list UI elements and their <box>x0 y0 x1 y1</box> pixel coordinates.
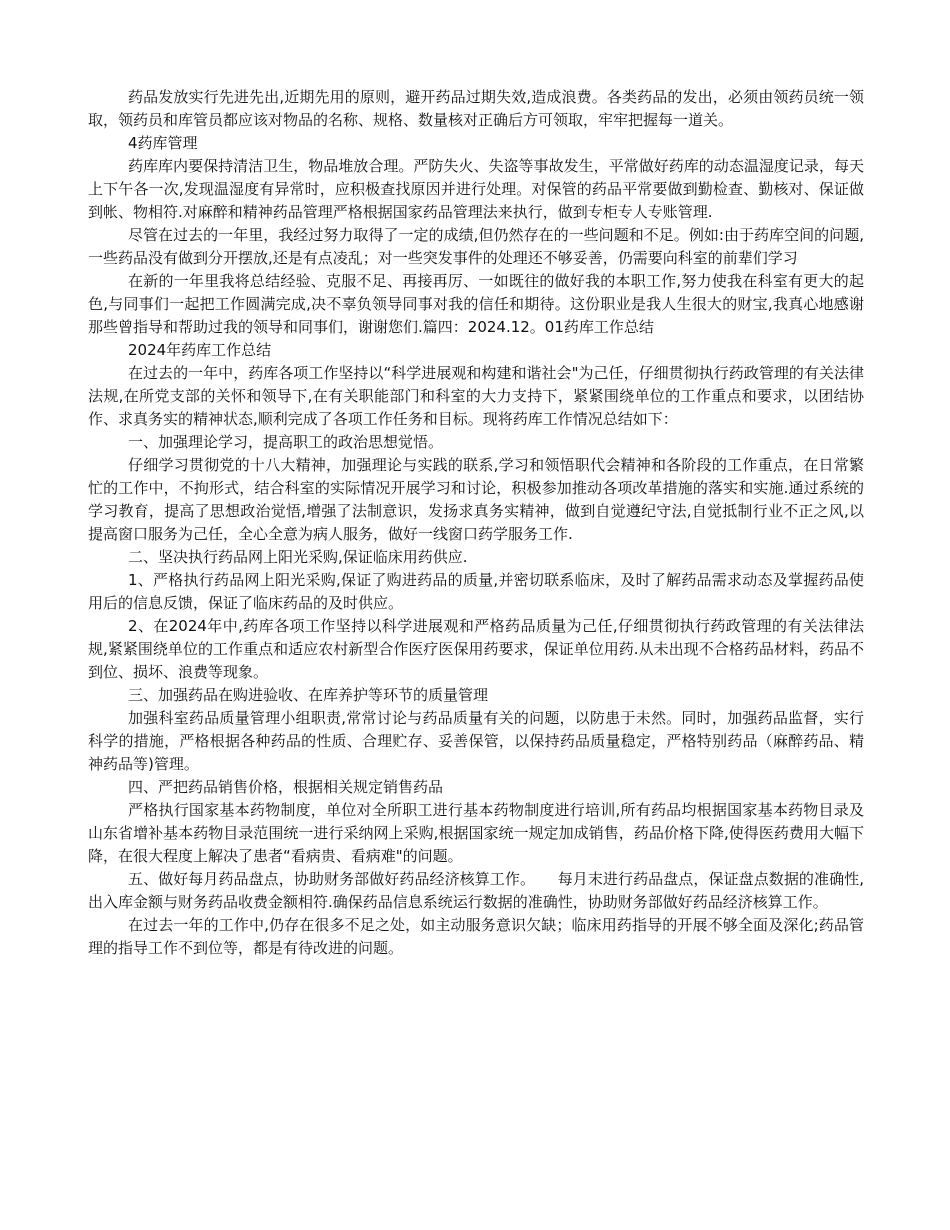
paragraph-dispensing: 药品发放实行先进先出,近期先用的原则，避开药品过期失效,造成浪费。各类药品的发出，必须由领药员统一领取，领药员和库管员都应该对物品的名称、规格、数量核对正确后方可领取，牢牢把握每一道关。 <box>88 88 864 129</box>
paragraph-procurement-1: 1、严格执行药品网上阳光采购,保证了购进药品的质量,并密切联系临床，及时了解药品需求动态及掌握药品使用后的信息反馈，保证了临床药品的及时供应。 <box>88 571 864 612</box>
section-heading-2: 二、坚决执行药品网上阳光采购,保证临床用药供应. <box>128 548 468 566</box>
paragraph-conclusion: 在过去一年的工作中,仍存在很多不足之处，如主动服务意识欠缺；临床用药指导的开展不够全面及深化;药品管理的指导工作不到位等，都是有待改进的问题。 <box>88 916 864 957</box>
paragraph-shortcomings: 尽管在过去的一年里，我经过努力取得了一定的成绩,但仍然存在的一些问题和不足。例如:由于药库空间的问题,一些药品没有做到分开摆放,还是有点凌乱；对一些突发事件的处理还不够妥善，仍需要向科室的前辈们学习 <box>88 226 864 267</box>
paragraph-theory-study: 仔细学习贯彻党的十八大精神，加强理论与实践的联系,学习和领悟职代会精神和各阶段的工作重点，在日常繁忙的工作中，不拘形式，结合科室的实际情况开展学习和讨论，积极参加推动各项改革措施的落实和实施.通过系统的学习教育，提高了思想政治觉悟,增强了法制意识，发扬求真务实精神，做到自觉遵纪守法,自觉抵制行业不正之风,以提高窗口服务为己任，全心全意为病人服务，做好一线窗口药学服务工作. <box>88 456 864 543</box>
document-body <box>88 86 864 960</box>
section-heading-3: 三、加强药品在购进验收、在库养护等环节的质量管理 <box>128 686 489 704</box>
paragraph-procurement-2: 2、在2024年中,药库各项工作坚持以科学进展观和严格药品质量为己任,仔细贯彻执行药政管理的有关法律法规,紧紧围绕单位的工作重点和适应农村新型合作医疗医保用药要求，保证单位用药.从未出现不合格药品材料，药品不到位、损坏、浪费等现象。 <box>88 617 864 681</box>
paragraph-new-year: 在新的一年里我将总结经验、克服不足、再接再厉、一如既往的做好我的本职工作,努力使我在科室有更大的起色,与同事们一起把工作圆满完成,决不辜负领导同事对我的信任和期待。这份职业是我人生很大的财宝,我真心地感谢那些曾指导和帮助过我的领导和同事们，谢谢您们.篇四：2024.12。01药库工作总结 <box>88 272 864 336</box>
paragraph-intro: 在过去的一年中，药库各项工作坚持以“科学进展观和构建和谐社会"为己任，仔细贯彻执行药政管理的有关法律法规,在所党支部的关怀和领导下,在有关职能部门和科室的大力支持下，紧紧围绕单位的工作重点和要求，以团结协作、求真务实的精神状态,顺利完成了各项工作任务和目标。现将药库工作情况总结如下： <box>88 364 864 428</box>
section-heading-4: 四、严把药品销售价格，根据相关规定销售药品 <box>128 778 444 796</box>
section-heading-1: 一、加强理论学习，提高职工的政治思想觉悟。 <box>128 433 444 451</box>
paragraph-storage: 药库库内要保持清洁卫生，物品堆放合理。严防失火、失盗等事故发生，平常做好药库的动态温湿度记录，每天上下午各一次,发现温湿度有异常时，应积极查找原因并进行处理。对保管的药品平常要做到勤检查、勤核对、保证做到帐、物相符.对麻醉和精神药品管理严格根据国家药品管理法来执行，做到专柜专人专账管理. <box>88 157 864 221</box>
paragraph-quality: 加强科室药品质量管理小组职责,常常讨论与药品质量有关的问题，以防患于未然。同时，加强药品监督，实行科学的措施，严格根据各种药品的性质、合理贮存、妥善保管，以保持药品质量稳定，严格特别药品（麻醉药品、精神药品等)管理。 <box>88 709 864 773</box>
paragraph-pricing: 严格执行国家基本药物制度，单位对全所职工进行基本药物制度进行培训,所有药品均根据国家基本药物目录及山东省增补基本药物目录范围统一进行采纳网上采购,根据国家统一规定加成销售，药品价格下降,使得医药费用大幅下降，在很大程度上解决了患者“看病贵、看病难"的问题。 <box>88 801 864 865</box>
paragraph-inventory: 五、做好每月药品盘点，协助财务部做好药品经济核算工作。 每月末进行药品盘点，保证盘点数据的准确性,出入库金额与财务药品收费金额相符.确保药品信息系统运行数据的准确性，协助财务部做好药品经济核算工作。 <box>88 870 864 911</box>
section-heading-storage: 4药库管理 <box>128 134 198 152</box>
document-title: 2024年药库工作总结 <box>128 341 272 359</box>
